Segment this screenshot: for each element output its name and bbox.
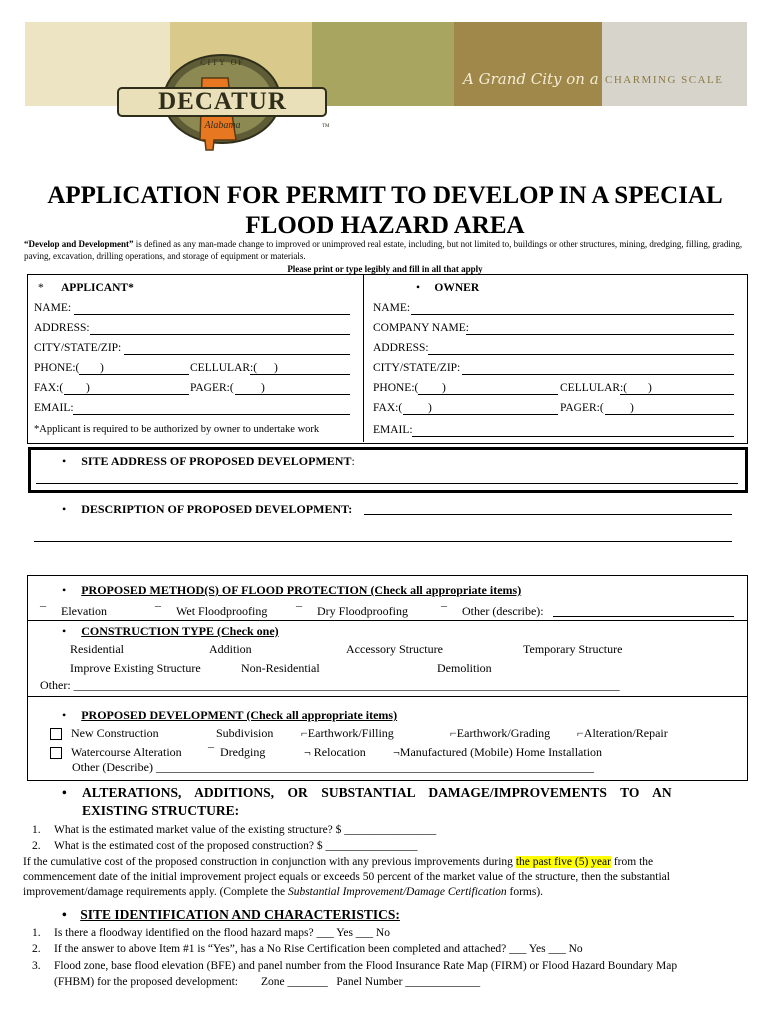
applicant-pager-field[interactable] (235, 394, 350, 395)
dev-other[interactable]: Other (Describe) _________________________________________________________________________ (72, 760, 594, 774)
alterations-q2-number: 2. (32, 840, 41, 852)
owner-name-label: NAME: (373, 302, 411, 314)
checkbox-icon[interactable] (50, 728, 62, 740)
site-q3: Flood zone, base flood elevation (BFE) and panel number from the Flood Insurance Rate Map (FIRM) or Flood Hazard Boundary Map (54, 960, 678, 972)
site-address-field[interactable] (36, 483, 738, 484)
site-q2[interactable]: If the answer to above Item #1 is “Yes”, has a No Rise Certification been completed and attached? ___ Yes ___ No (54, 943, 583, 955)
applicant-name-field[interactable] (74, 314, 350, 315)
owner-address-label: ADDRESS: (373, 342, 429, 354)
owner-cellular-label: CELLULAR:( (560, 382, 628, 394)
flood-divider (27, 620, 748, 621)
site-identification-heading: • SITE IDENTIFICATION AND CHARACTERISTICS: (62, 907, 400, 922)
substantial-improvement-paragraph-line2: commencement date of the initial improvement project equals or exceeds 50 percent of the market value of the structure, then the substantial (23, 871, 670, 883)
description-field-line1[interactable] (364, 514, 732, 515)
site-q3-number: 3. (32, 960, 41, 972)
owner-city-label: CITY/STATE/ZIP: (373, 362, 461, 374)
site-q1[interactable]: Is there a floodway identified on the flood hazard maps? ___ Yes ___ No (54, 927, 390, 939)
development-definition (24, 238, 746, 262)
owner-email-field[interactable] (412, 436, 734, 437)
owner-heading: • OWNER (416, 282, 480, 294)
dev-watercourse-alteration[interactable]: Watercourse Alteration (50, 745, 182, 760)
dev-subdivision[interactable]: Subdivision (216, 726, 274, 740)
checkbox-icon[interactable] (50, 747, 62, 759)
tagline-script: A Grand City on a (463, 70, 599, 88)
banner-block-gray (602, 22, 747, 106)
construction-divider (27, 696, 748, 697)
print-note: Please print or type legibly and fill in all that apply (287, 264, 483, 274)
owner-cellular-field[interactable] (620, 394, 734, 395)
substantial-improvement-paragraph-line3: improvement/damage requirements apply. (Complete the Substantial Improvement/Damage Certification forms). (23, 886, 544, 898)
applicant-heading: * APPLICANT* (38, 282, 134, 294)
owner-fax-field[interactable] (403, 414, 558, 415)
owner-fax-close: ) (428, 402, 432, 414)
alterations-bullet: • (62, 785, 67, 800)
logo-trademark: TM (322, 124, 330, 129)
site-address-heading: • SITE ADDRESS OF PROPOSED DEVELOPMENT: (62, 454, 355, 468)
applicant-owner-box (27, 274, 748, 444)
definition-text: is defined as any man-made change to improved or unimproved real estate, including, but not limited to, buildings or other structures, mining, dredging, filling, grading, paving, excavation, drilling operations, and storage of equipment or materials. (24, 239, 743, 261)
applicant-fax-field[interactable] (64, 394, 189, 395)
owner-fax-label: FAX:( (373, 402, 403, 414)
applicant-city-label: CITY/STATE/ZIP: (34, 342, 122, 354)
five-year-highlight: the past five (5) year (515, 856, 611, 868)
description-heading: • DESCRIPTION OF PROPOSED DEVELOPMENT: (62, 502, 353, 516)
flood-option-elevation[interactable]: ¯ Elevation (40, 604, 107, 618)
owner-company-label: COMPANY NAME: (373, 322, 469, 334)
definition-term: “Develop and Development” (24, 239, 134, 249)
owner-city-field[interactable] (462, 374, 734, 375)
owner-pager-field[interactable] (605, 414, 734, 415)
dev-new-construction[interactable]: New Construction (50, 726, 159, 741)
construction-other[interactable]: Other: ___________________________________________________________________________________________ (40, 678, 620, 692)
dev-manufactured-home[interactable]: ¬Manufactured (Mobile) Home Installation (393, 745, 603, 759)
applicant-address-field[interactable] (90, 334, 350, 335)
dev-earthwork-grading[interactable]: ⌐Earthwork/Grading (450, 726, 551, 740)
dev-dredging[interactable]: ¯ Dredging (208, 745, 266, 759)
site-q1-number: 1. (32, 927, 41, 939)
applicant-fax-label: FAX:( (34, 382, 64, 394)
dev-relocation[interactable]: ¬ Relocation (304, 745, 366, 759)
applicant-phone-field[interactable] (79, 374, 189, 375)
flood-other-field[interactable] (553, 616, 734, 617)
city-logo (110, 44, 335, 164)
owner-address-field[interactable] (428, 354, 734, 355)
alterations-q1[interactable]: What is the estimated market value of the existing structure? $ ________________ (54, 824, 437, 836)
applicant-cellular-close: ) (274, 362, 278, 374)
applicant-phone-label: PHONE:( (34, 362, 80, 374)
alterations-q2[interactable]: What is the estimated cost of the proposed construction? $ ________________ (54, 840, 418, 852)
construction-demolition[interactable]: Demolition (437, 661, 492, 675)
page-title-line2: FLOOD HAZARD AREA (245, 212, 525, 239)
logo-name: DECATUR (158, 88, 287, 115)
owner-pager-label: PAGER:( (560, 402, 604, 414)
applicant-authorization-note: *Applicant is required to be authorized by owner to undertake work (34, 424, 320, 435)
alterations-heading-line1: ALTERATIONS, ADDITIONS, OR SUBSTANTIAL DAMAGE/IMPROVEMENTS TO AN (82, 785, 672, 800)
logo-state: Alabama (204, 120, 241, 131)
description-field-line2[interactable] (34, 541, 732, 542)
applicant-email-label: EMAIL: (34, 402, 74, 414)
applicant-cellular-field[interactable] (250, 374, 350, 375)
owner-pager-close: ) (630, 402, 634, 414)
owner-phone-close: ) (442, 382, 446, 394)
owner-name-field[interactable] (411, 314, 734, 315)
tagline-caps: CHARMING SCALE (605, 74, 724, 86)
column-divider (363, 274, 364, 442)
applicant-cellular-label: CELLULAR:( (190, 362, 258, 374)
applicant-phone-close: ) (100, 362, 104, 374)
alterations-q1-number: 1. (32, 824, 41, 836)
applicant-pager-close: ) (261, 382, 265, 394)
flood-option-dry[interactable]: ¯ Dry Floodproofing (296, 604, 408, 618)
owner-company-field[interactable] (466, 334, 734, 335)
construction-temporary[interactable]: Temporary Structure (523, 642, 623, 656)
flood-option-other[interactable]: ¯ Other (describe): (441, 604, 544, 618)
construction-improve-existing[interactable]: Improve Existing Structure (70, 661, 201, 675)
substantial-improvement-paragraph-line1: If the cumulative cost of the proposed construction in conjunction with any previous improvements during the past five (5) year from the (23, 856, 654, 868)
applicant-address-label: ADDRESS: (34, 322, 90, 334)
applicant-fax-close: ) (86, 382, 90, 394)
construction-non-residential[interactable]: Non-Residential (241, 661, 320, 675)
owner-phone-field[interactable] (418, 394, 558, 395)
applicant-city-field[interactable] (124, 354, 350, 355)
construction-type-heading: • CONSTRUCTION TYPE (Check one) (62, 624, 279, 638)
dev-earthwork-filling[interactable]: ⌐Earthwork/Filling (301, 726, 394, 740)
proposed-development-heading: • PROPOSED DEVELOPMENT (Check all appropriate items) (62, 708, 398, 722)
banner-block-gold (454, 22, 602, 106)
flood-option-wet[interactable]: ¯ Wet Floodproofing (155, 604, 268, 618)
applicant-pager-label: PAGER:( (190, 382, 234, 394)
logo-city-of: CITY OF (200, 58, 245, 67)
owner-email-label: EMAIL: (373, 424, 413, 436)
construction-addition[interactable]: Addition (209, 642, 252, 656)
site-q2-number: 2. (32, 943, 41, 955)
alterations-heading-line2: EXISTING STRUCTURE: (82, 803, 240, 818)
owner-phone-label: PHONE:( (373, 382, 419, 394)
owner-cellular-close: ) (648, 382, 652, 394)
construction-accessory[interactable]: Accessory Structure (346, 642, 443, 656)
construction-residential[interactable]: Residential (70, 642, 124, 656)
applicant-email-field[interactable] (73, 414, 350, 415)
applicant-name-label: NAME: (34, 302, 72, 314)
header-banner (25, 22, 747, 162)
flood-protection-heading: • PROPOSED METHOD(S) OF FLOOD PROTECTION (Check all appropriate items) (62, 583, 522, 597)
site-q3-line2[interactable]: (FHBM) for the proposed development: Zone _______ Panel Number _____________ (54, 976, 481, 988)
page-title-line1: APPLICATION FOR PERMIT TO DEVELOP IN A SPECIAL (47, 182, 723, 209)
dev-alteration-repair[interactable]: ⌐Alteration/Repair (577, 726, 668, 740)
